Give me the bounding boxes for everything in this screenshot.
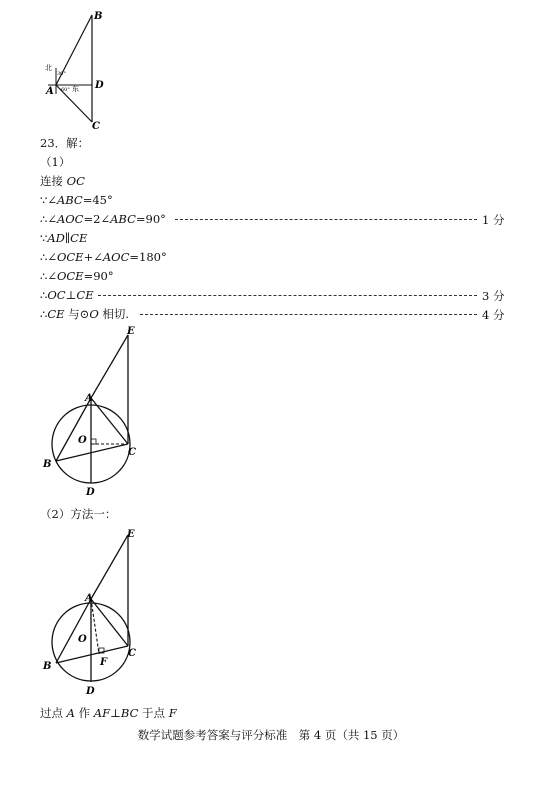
- label-D: D: [86, 686, 95, 697]
- label-E: E: [127, 326, 135, 337]
- step-2: ∵∠ABC=45°: [40, 193, 113, 207]
- label-A: A: [46, 86, 54, 97]
- score-leader-4: [140, 314, 477, 315]
- step-1: 连接 OC: [40, 174, 85, 188]
- figure-1-triangle: [40, 8, 120, 130]
- step-3: ∴∠AOC=2∠ABC=90°: [40, 212, 166, 226]
- step-4: ∵AD∥CE: [40, 231, 88, 245]
- label-C: C: [92, 121, 100, 130]
- label-O: O: [78, 634, 87, 645]
- label-B: B: [43, 661, 52, 672]
- step-8: ∴CE 与⊙O 相切.: [40, 307, 130, 321]
- last-line: 过点 A 作 AF⊥BC 于点 F: [40, 706, 177, 720]
- label-C: C: [128, 648, 136, 659]
- label-B: B: [43, 459, 52, 470]
- label-E: E: [127, 529, 135, 540]
- page-footer: 数学试题参考答案与评分标准 第 4 页（共 15 页）: [137, 728, 405, 742]
- step-7: ∴OC⊥CE: [40, 288, 94, 302]
- angle-top: 30°: [57, 71, 66, 77]
- label-A: A: [85, 393, 93, 404]
- angle-bottom: 60°: [61, 87, 70, 93]
- figure-2-circle-tangent: [36, 322, 146, 498]
- step-5: ∴∠OCE+∠AOC=180°: [40, 250, 167, 264]
- part-1-label: （1）: [40, 155, 71, 169]
- score-3: 3 分: [482, 289, 505, 303]
- label-A: A: [85, 593, 93, 604]
- solution-heading: 23．解：: [40, 136, 90, 150]
- part-2-label: （2）方法一：: [40, 507, 117, 521]
- label-O: O: [78, 435, 87, 446]
- north-label: 北: [45, 64, 52, 72]
- east-label: 东: [72, 85, 79, 93]
- label-C: C: [128, 447, 136, 458]
- score-4: 4 分: [482, 308, 505, 322]
- score-leader-3: [98, 295, 477, 296]
- figure-3-circle-perpendicular: [36, 526, 146, 702]
- score-1: 1 分: [482, 213, 505, 227]
- score-leader-1: [175, 219, 477, 220]
- step-6: ∴∠OCE=90°: [40, 269, 114, 283]
- label-F: F: [100, 657, 108, 668]
- label-B: B: [94, 11, 103, 22]
- label-D: D: [86, 487, 95, 498]
- label-D: D: [95, 80, 104, 91]
